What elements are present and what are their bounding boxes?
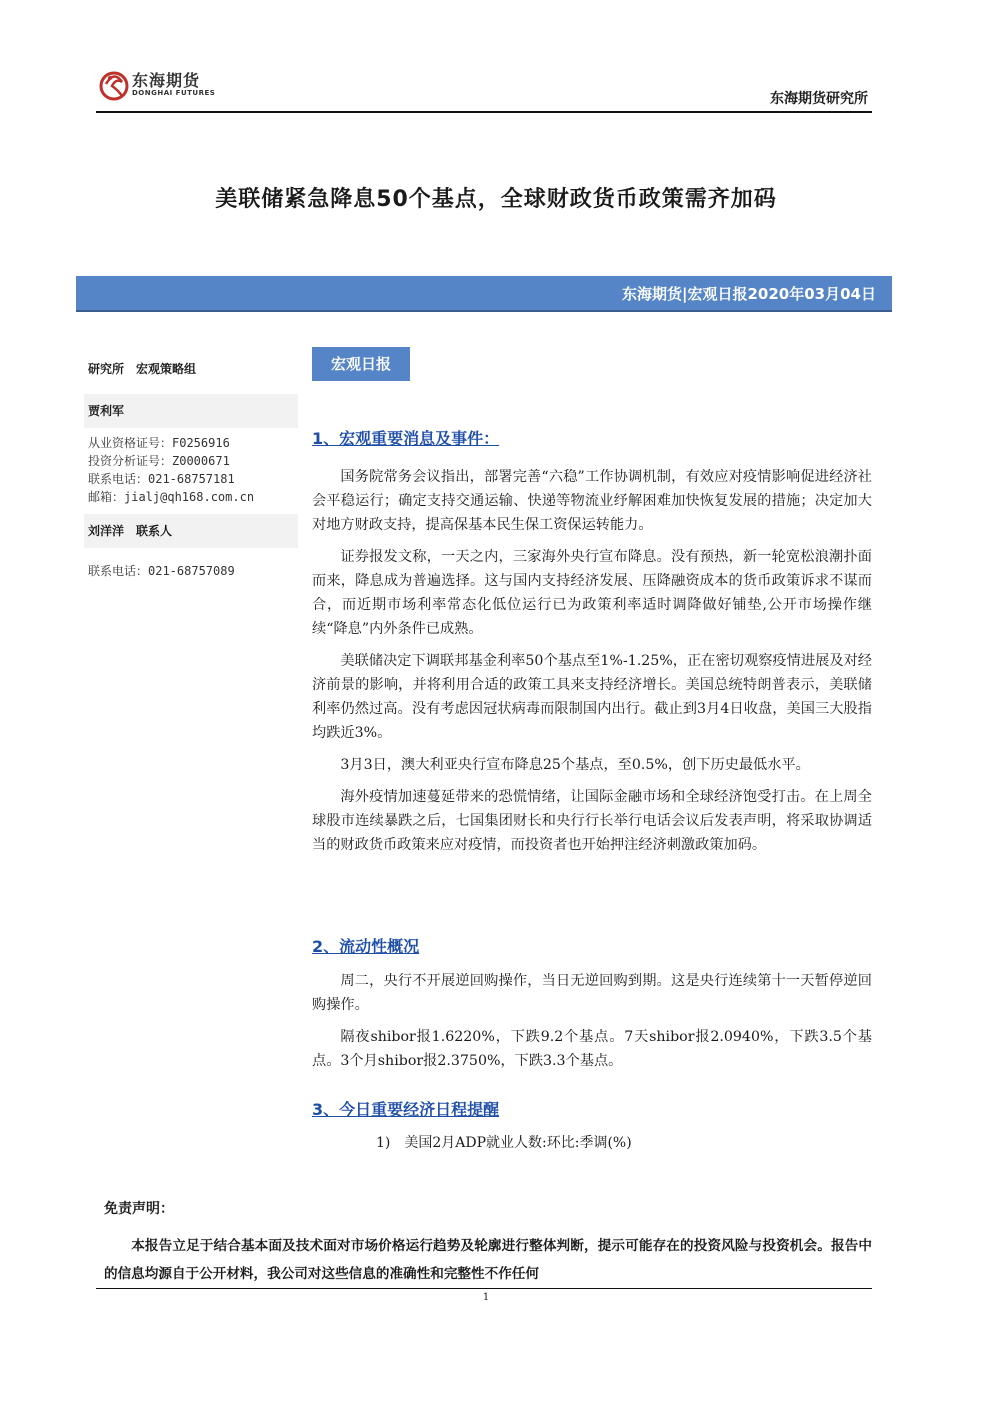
banner-text: 东海期货|宏观日报2020年03月04日 — [622, 285, 876, 303]
page-title: 美联储紧急降息50个基点，全球财政货币政策需齐加码 — [215, 187, 777, 212]
section-heading: 3、今日重要经济日程提醒 — [312, 1100, 500, 1119]
section-calendar — [312, 1097, 872, 1152]
paragraph: 海外疫情加速蔓延带来的恐慌情绪，让国际金融市场和全球经济饱受打击。在上周全球股市连续暴跌之后，七国集团财长和央行行长举行电话会议后发表声明，将采取协调适当的财政货币政策来应对疫情，而投资者也开始押注经济刺激政策加码。 — [312, 789, 872, 853]
dept-label: 研究所 宏观策略组 — [84, 352, 298, 386]
footer-divider — [96, 1288, 872, 1289]
analyst-2 — [84, 514, 298, 580]
paragraph: 3月3日，澳大利亚央行宣布降息25个基点，至0.5%，创下历史最低水平。 — [340, 757, 810, 773]
logo-text-cn: 东海期货 — [132, 71, 201, 90]
paragraph: 周二，央行不开展逆回购操作，当日无逆回购到期。这是央行连续第十一天暂停逆回购操作。 — [312, 973, 872, 1013]
section-macro-news — [312, 426, 872, 857]
paragraph: 证券报发文称，一天之内，三家海外央行宣布降息。没有预热，新一轮宽松浪潮扑面而来，降息成为普遍选择。这与国内支持经济发展、压降融资成本的货币政策诉求不谋而合，而近期市场利率常态化低位运行已为政策利率适时调降做好铺垫,公开市场操作继续“降息”内外条件已成熟。 — [312, 549, 872, 637]
section-heading: 1、宏观重要消息及事件： — [312, 429, 500, 448]
analyst-2-phone: 联系电话：021-68757089 — [88, 564, 235, 578]
section-heading: 2、流动性概况 — [312, 937, 420, 956]
paragraph: 美联储决定下调联邦基金利率50个基点至1%-1.25%，正在密切观察疫情进展及对经济前景的影响，并将利用合适的政策工具来支持经济增长。美国总统特朗普表示，美联储利率仍然过高。没有考虑因冠状病毒而限制国内出行。截止到3月4日收盘，美国三大股指均跌近3%。 — [312, 653, 872, 741]
analyst-1-invest-cert: 投资分析证号：Z0000671 — [88, 454, 230, 468]
header-org: 东海期货研究所 — [770, 91, 868, 107]
analyst-1-name: 贾利军 — [84, 394, 298, 428]
disclaimer-heading: 免责声明： — [104, 1201, 174, 1217]
report-banner — [76, 276, 892, 312]
report-type-tag: 宏观日报 — [312, 347, 410, 381]
dragon-logo-icon — [98, 66, 130, 104]
sidebar-dept — [84, 352, 298, 386]
analyst-1 — [84, 394, 298, 506]
calendar-item: 1) 美国2月ADP就业人数:环比:季调(%) — [376, 1135, 632, 1151]
section-liquidity — [312, 934, 872, 1073]
analyst-1-email[interactable]: 邮箱：jialj@qh168.com.cn — [88, 490, 255, 504]
page-number: 1 — [482, 1292, 490, 1303]
analyst-2-name: 刘洋洋 联系人 — [84, 514, 298, 548]
analyst-1-phone: 联系电话：021-68757181 — [88, 472, 235, 486]
company-logo — [98, 66, 238, 106]
analyst-1-cert: 从业资格证号：F0256916 — [88, 436, 230, 450]
logo-text-en: DONGHAI FUTURES — [132, 89, 216, 97]
disclaimer-body: 本报告立足于结合基本面及技术面对市场价格运行趋势及轮廓进行整体判断，提示可能存在的投资风险与投资机会。报告中的信息均源自于公开材料，我公司对这些信息的准确性和完整性不作任何 — [104, 1238, 872, 1282]
header-divider — [96, 111, 872, 113]
paragraph: 隔夜shibor报1.6220%，下跌9.2个基点。7天shibor报2.0940%，下跌3.5个基点。3个月shibor报2.3750%，下跌3.3个基点。 — [312, 1029, 872, 1069]
paragraph: 国务院常务会议指出，部署完善“六稳”工作协调机制，有效应对疫情影响促进经济社会平稳运行；确定支持交通运输、快递等物流业纾解困难加快恢复发展的措施；决定加大对地方财政支持，提高保基本民生保工资保运转能力。 — [312, 469, 872, 533]
